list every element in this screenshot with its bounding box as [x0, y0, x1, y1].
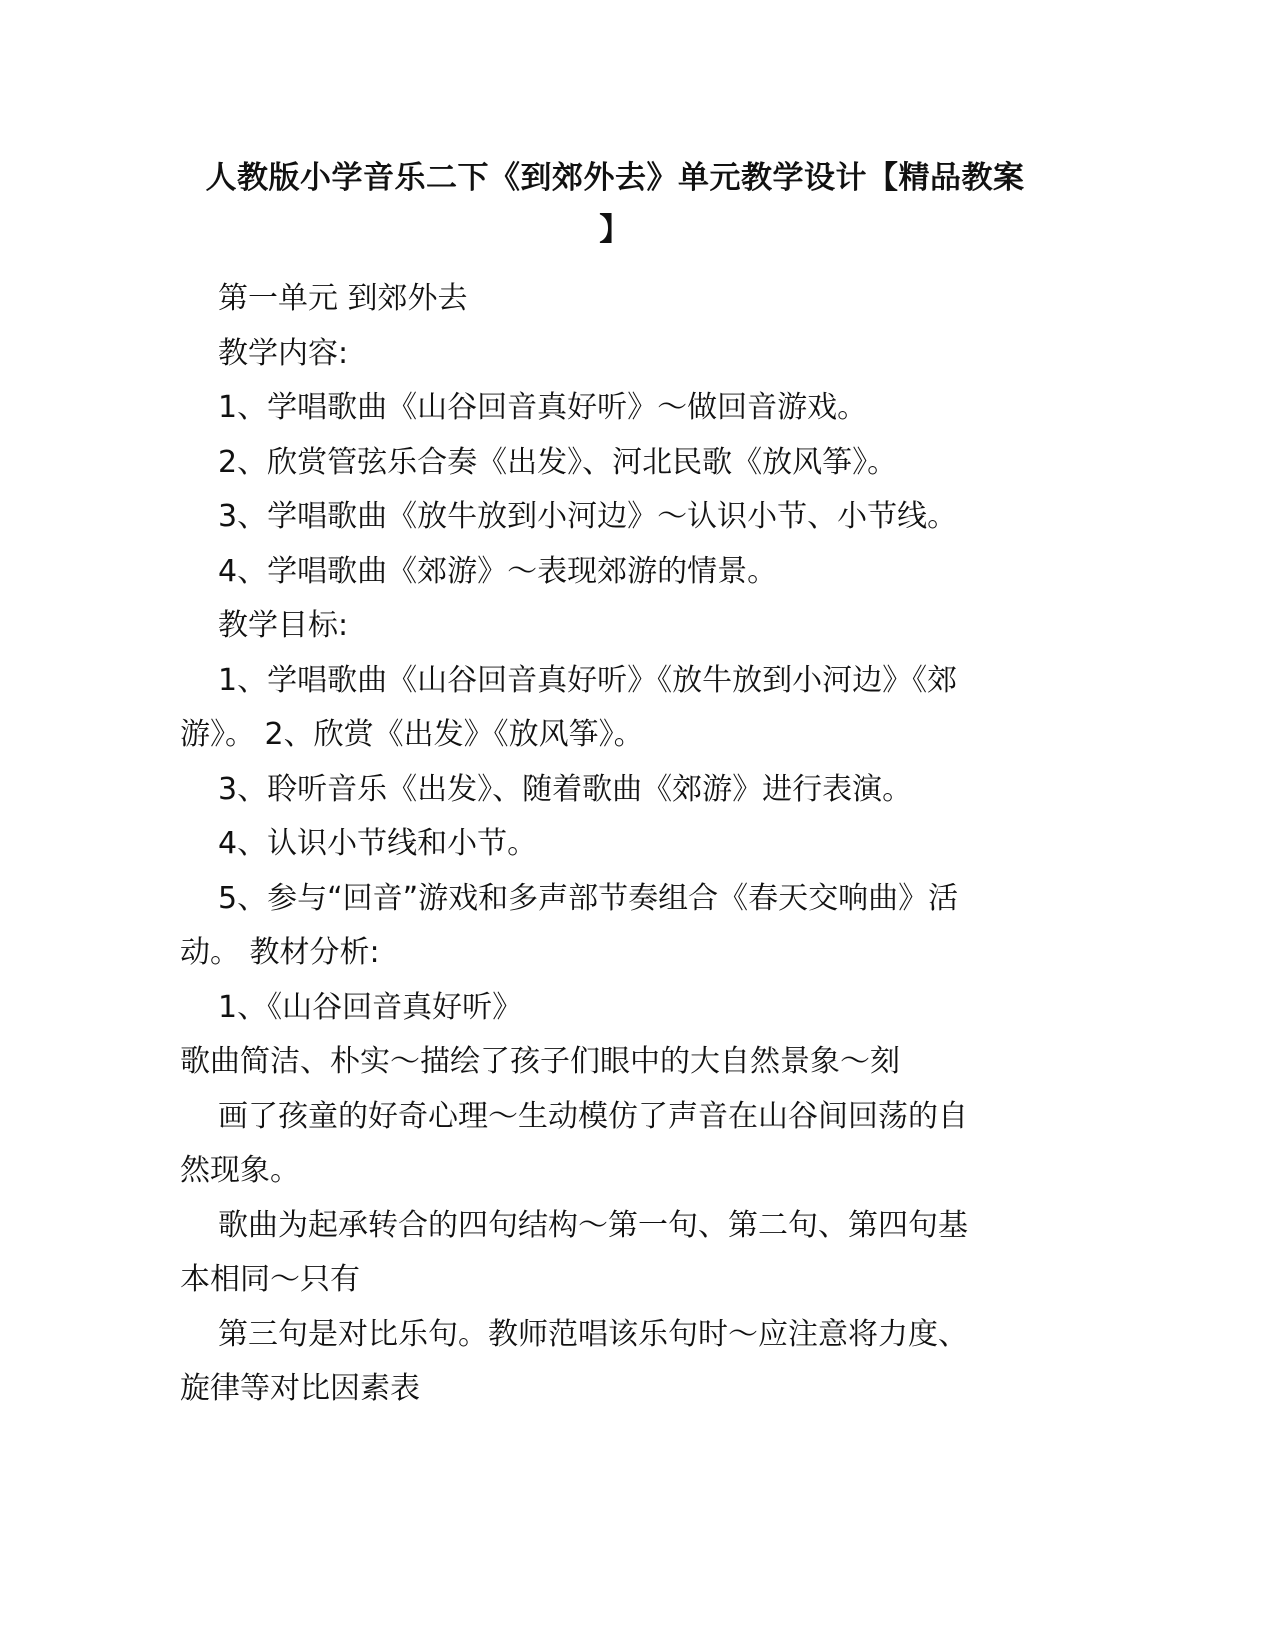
paragraph-line: 1、《山谷回音真好听》 [218, 989, 523, 1025]
paragraph-line: 5、参与“回音”游戏和多声部节奏组合《春天交响曲》活 [218, 880, 959, 916]
subheading: 教学目标: [218, 608, 349, 643]
paragraph-line: 游》。 2、欣赏《出发》《放风筝》。 [180, 717, 644, 752]
paragraph-line: 1、学唱歌曲《山谷回音真好听》～做回音游戏。 [218, 390, 868, 425]
paragraph-line: 1、学唱歌曲《山谷回音真好听》《放牛放到小河边》《郊 [218, 662, 958, 698]
paragraph-line: 2、欣赏管弦乐合奏《出发》、河北民歌《放风筝》。 [218, 444, 898, 480]
document-title [190, 152, 1040, 256]
paragraph-line: 本相同～只有 [180, 1262, 360, 1297]
paragraph-line: 动。 教材分析: [180, 935, 380, 970]
paragraph-line: 4、认识小节线和小节。 [218, 826, 538, 861]
paragraph-line: 歌曲简洁、朴实～描绘了孩子们眼中的大自然景象～刻 [180, 1044, 900, 1079]
paragraph-line: 3、学唱歌曲《放牛放到小河边》～认识小节、小节线。 [218, 499, 958, 534]
subheading: 教学内容: [218, 335, 349, 371]
title-line: 】 [599, 212, 631, 248]
paragraph-line: 第三句是对比乐句。教师范唱该乐句时～应注意将力度、 [218, 1316, 968, 1352]
paragraph-line: 4、学唱歌曲《郊游》～表现郊游的情景。 [218, 553, 778, 589]
title-line: 人教版小学音乐二下《到郊外去》单元教学设计【精品教案 [205, 160, 1025, 196]
section-heading: 第一单元 到郊外去 [218, 281, 468, 316]
paragraph-line: 画了孩童的好奇心理～生动模仿了声音在山谷间回荡的自 [218, 1098, 968, 1134]
paragraph-line: 然现象。 [180, 1153, 300, 1188]
paragraph-line: 歌曲为起承转合的四句结构～第一句、第二句、第四句基 [218, 1207, 968, 1243]
document-body [180, 272, 1050, 1417]
paragraph-line: 旋律等对比因素表 [180, 1371, 420, 1406]
paragraph-line: 3、聆听音乐《出发》、随着歌曲《郊游》进行表演。 [218, 771, 913, 807]
